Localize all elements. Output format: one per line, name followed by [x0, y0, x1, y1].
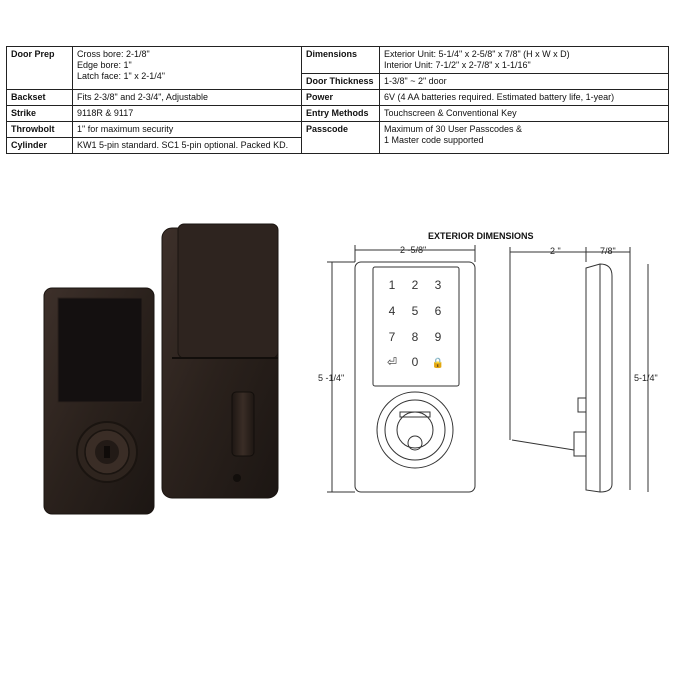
keypad-key: 3	[434, 278, 442, 292]
depth-label-left: 2 "	[550, 246, 561, 256]
keypad-key: 2	[411, 278, 419, 292]
keypad-key: 6	[434, 304, 442, 318]
dimensions-value: Exterior Unit: 5-1/4" x 2-5/8" x 7/8" (H x W x D) Interior Unit: 7-1/2" x 2-7/8" x 1-1/16"	[380, 47, 669, 74]
width-label: 2 -5/8"	[400, 245, 427, 255]
entry-methods-label: Entry Methods	[302, 106, 380, 122]
front-view-drawing	[327, 245, 475, 492]
dimensions-label: Dimensions	[302, 47, 380, 74]
keypad-key: 5	[411, 304, 419, 318]
keypad-key: 7	[388, 330, 396, 344]
strike-label: Strike	[7, 106, 73, 122]
keypad-key: 0	[411, 355, 419, 369]
door-thickness-label: Door Thickness	[302, 74, 380, 90]
backset-value: Fits 2-3/8" and 2-3/4", Adjustable	[73, 90, 302, 106]
passcode-value: Maximum of 30 User Passcodes & 1 Master code supported	[380, 122, 669, 154]
passcode-label: Passcode	[302, 122, 380, 154]
door-prep-label: Door Prep	[7, 47, 73, 90]
backset-label: Backset	[7, 90, 73, 106]
depth-label-right: 7/8"	[600, 246, 616, 256]
diagram-title: EXTERIOR DIMENSIONS	[428, 231, 534, 241]
keypad-key: 9	[434, 330, 442, 344]
height-label-side: 5-1/4"	[634, 373, 658, 383]
cylinder-value: KW1 5-pin standard. SC1 5-pin optional. Packed KD.	[73, 138, 302, 154]
throwbolt-label: Throwbolt	[7, 122, 73, 138]
strike-value: 9118R & 9117	[73, 106, 302, 122]
power-value: 6V (4 AA batteries required. Estimated battery life, 1-year)	[380, 90, 669, 106]
keypad	[387, 278, 444, 369]
door-thickness-value: 1-3/8" ~ 2" door	[380, 74, 669, 90]
keypad-key: 1	[388, 278, 396, 292]
entry-methods-value: Touchscreen & Conventional Key	[380, 106, 669, 122]
lock-key-icon: 🔒	[431, 358, 445, 369]
enter-key-icon: ⏎	[386, 355, 398, 369]
door-prep-value: Cross bore: 2-1/8" Edge bore: 1" Latch face: 1" x 2-1/4"	[73, 47, 302, 90]
interior-lock-photo	[162, 224, 278, 498]
cylinder-label: Cylinder	[7, 138, 73, 154]
keypad-key: 8	[411, 330, 419, 344]
height-label-front: 5 -1/4"	[318, 373, 345, 383]
throwbolt-value: 1" for maximum security	[73, 122, 302, 138]
side-view-drawing	[510, 247, 648, 492]
power-label: Power	[302, 90, 380, 106]
keypad-key: 4	[388, 304, 396, 318]
exterior-lock-photo	[44, 288, 154, 514]
